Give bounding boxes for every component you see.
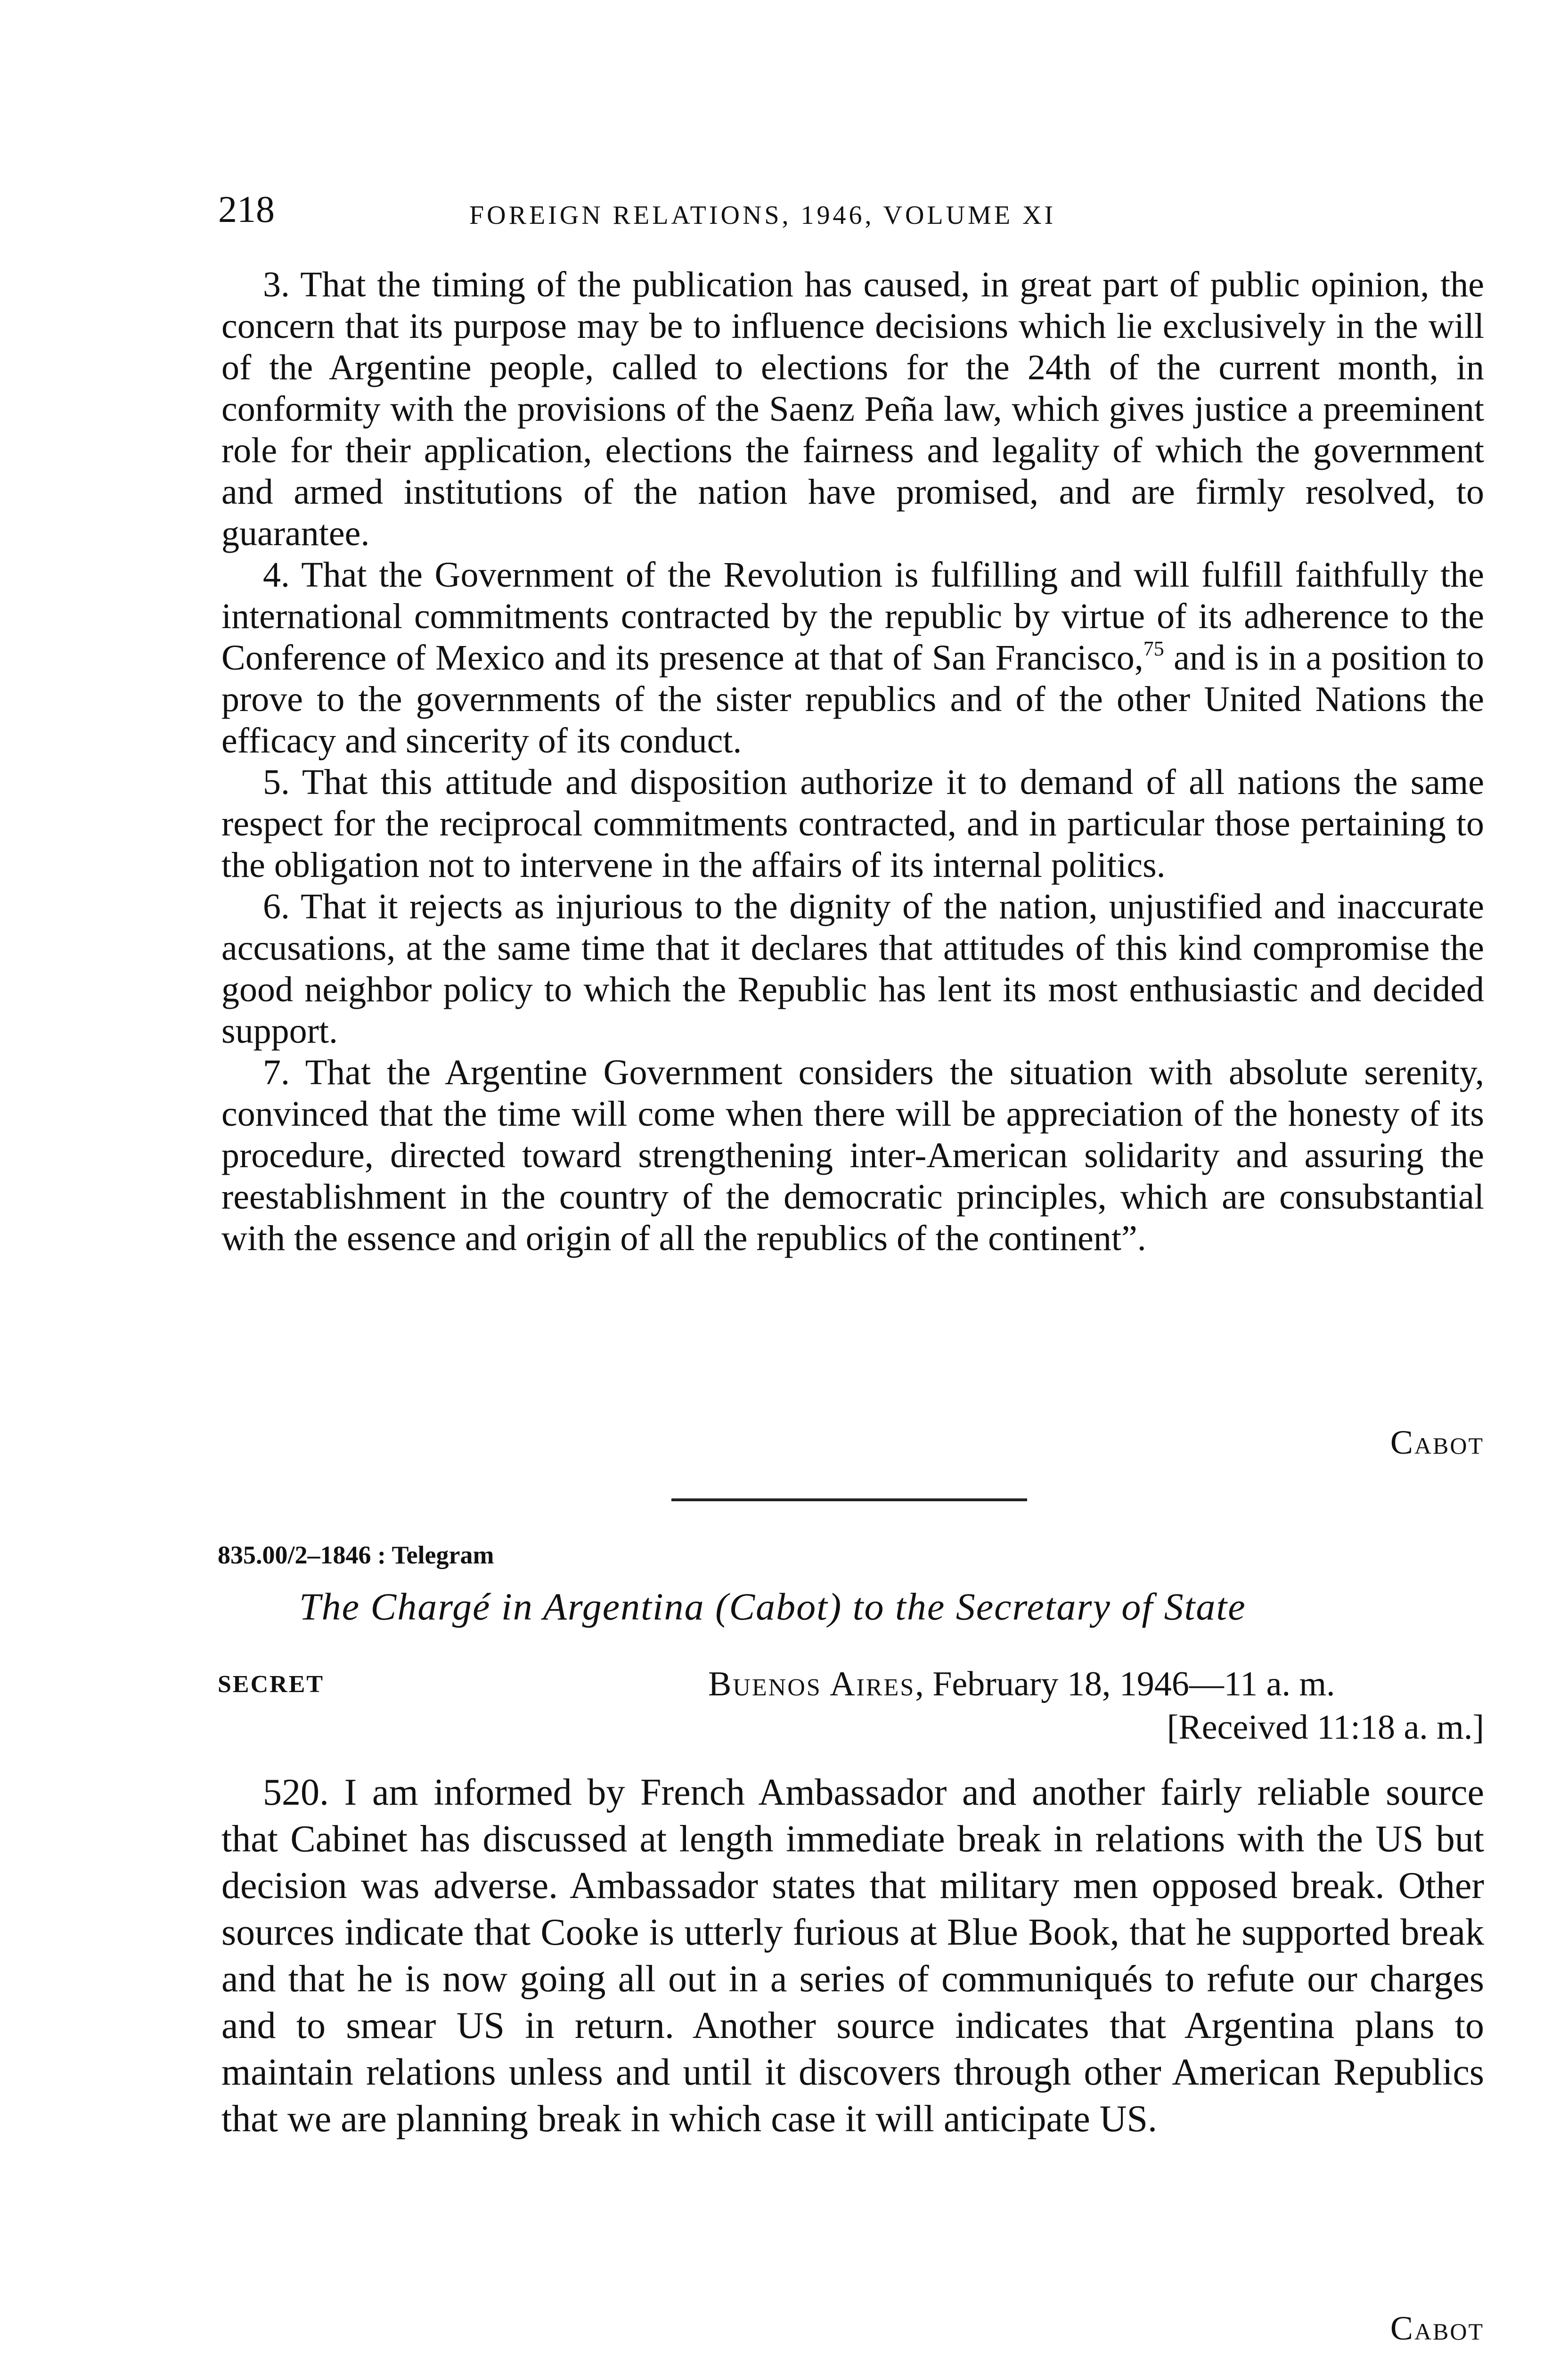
- running-title: FOREIGN RELATIONS, 1946, VOLUME XI: [469, 201, 1056, 230]
- dateline-date: , February 18, 1946—11 a. m.: [915, 1665, 1335, 1703]
- telegram-paragraph: 520. I am informed by French Ambassador and another fairly reliable source that Cabinet has discussed at length immediate break in relations with the US but decision was adverse. Ambassador states that military men opposed break. Other sources indicate that Cooke is utterly furious at Blue Book, that he supported break and that he is now going all out in a series of communiqués to refute our charges and to smear US in return. Another source indicates that Argentina plans to maintain relations unless and until it discovers through other American Republics that we are planning break in which case it will anticipate US.: [221, 1772, 1484, 2140]
- document-reference: 835.00/2–1846 : Telegram: [218, 1541, 494, 1569]
- paragraph-6: 6. That it rejects as injurious to the dignity of the nation, unjustified and inaccurate accusations, at the same time that it declares that attitudes of this kind compromise the good neighbor policy to which the Republic has lent its most enthusiastic and decided support.: [221, 887, 1484, 1051]
- classification-label: SECRET: [218, 1671, 325, 1698]
- paragraph-3: 3. That the timing of the publication has caused, in great part of public opinion, the concern that its purpose may be to influence decisions which lie exclusively in the will of the Argentine people, called to elections for the 24th of the current month, in conformity with the provisions of the Saenz Peña law, which gives justice a preeminent role for their application, elections the fairness and legality of which the government and armed institutions of the nation have promised, and are firmly resolved, to guarantee.: [221, 265, 1484, 553]
- paragraph-4-text-cont: and is in a position to prove to the governments of the sister republics and of the other United Nations the efficacy and sincerity of its conduct.: [221, 638, 1484, 761]
- telegram-continuation: [221, 264, 1484, 1259]
- footnote-reference[interactable]: 75: [1143, 637, 1164, 660]
- received-time: [Received 11:18 a. m.]: [1167, 1708, 1484, 1747]
- paragraph-7: 7. That the Argentine Government considers the situation with absolute serenity, convinced that the time will come when there will be appreciation of the honesty of its procedure, directed toward strengthening inter-American solidarity and assuring the reestablishment in the country of the democratic principles, which are consubstantial with the essence and origin of all the republics of the continent”.: [221, 1053, 1484, 1258]
- telegram-body: [221, 1769, 1484, 2143]
- running-head: [218, 186, 1490, 243]
- document-title: The Chargé in Argentina (Cabot) to the Secretary of State: [299, 1585, 1246, 1628]
- paragraph-4-text: 4. That the Government of the Revolution is fulfilling and will fulfill faithfully the international commitments contracted by the republic by virtue of its adherence to the Conference of Mexico and its presence at that of San Francisco,: [221, 555, 1484, 678]
- paragraph-5: 5. That this attitude and disposition authorize it to demand of all nations the same respect for the reciprocal commitments contracted, and in particular those pertaining to the obligation not to intervene in the affairs of its internal politics.: [221, 762, 1484, 885]
- signature-1: Cabot: [1390, 1423, 1484, 1461]
- page-number: 218: [218, 189, 275, 230]
- paragraph-4: [221, 554, 1484, 761]
- dateline-place: Buenos Aires: [708, 1665, 915, 1703]
- dateline: [708, 1663, 1335, 1705]
- section-divider: [671, 1498, 1027, 1501]
- signature-2: Cabot: [1390, 2309, 1484, 2347]
